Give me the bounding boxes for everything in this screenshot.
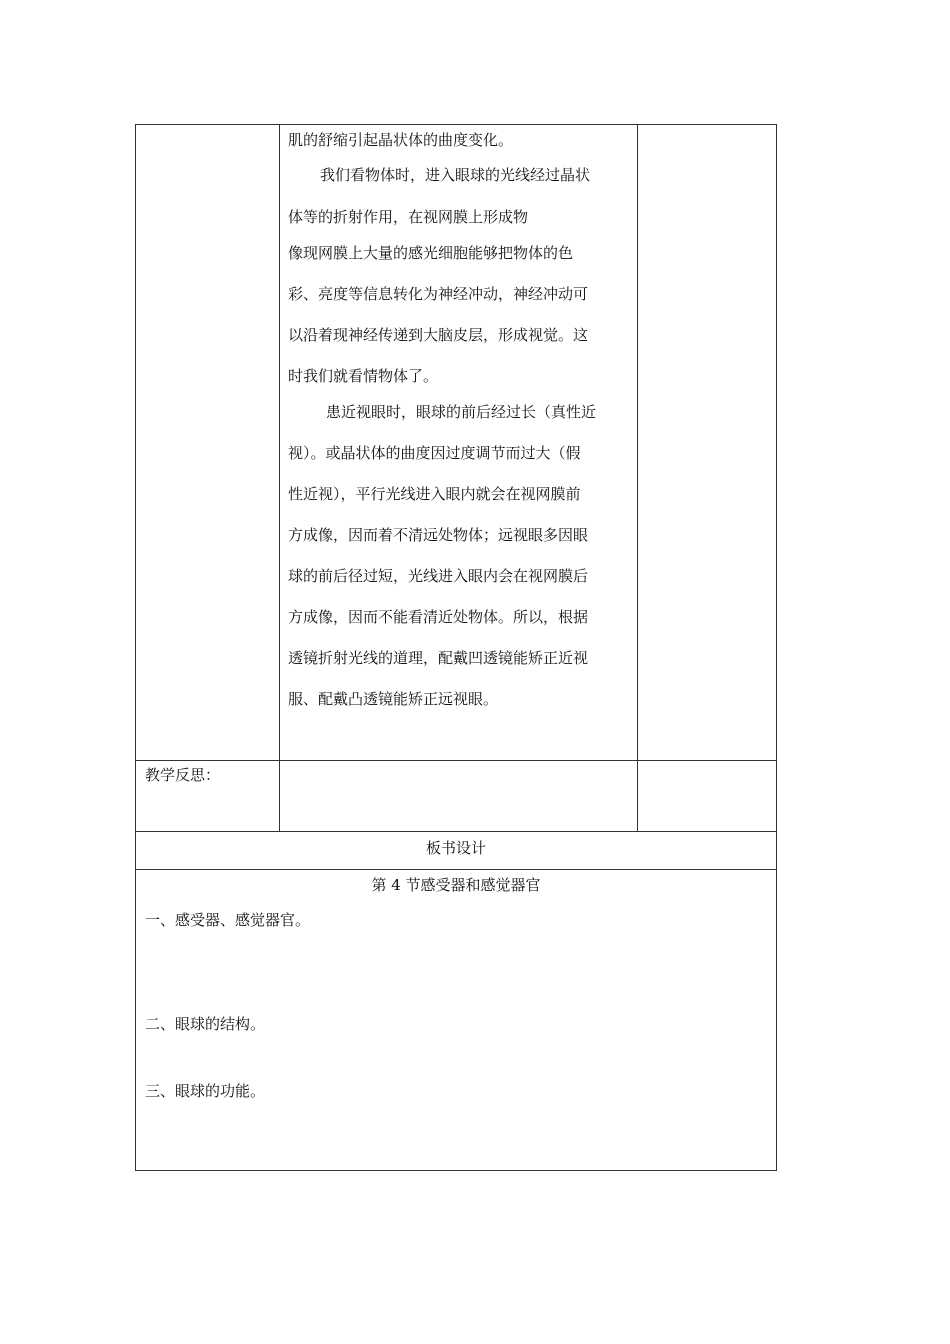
- text-line: 彩、亮度等信息转化为神经冲动，神经冲动可: [288, 285, 589, 303]
- main-cell-text: [288, 124, 633, 760]
- board-title: 第 4 节感受器和感觉器官: [371, 876, 541, 894]
- row-divider-board-content: [135, 869, 777, 870]
- row-divider-reflection: [135, 760, 777, 761]
- text-line: 方成像，因而不能看清近处物体。所以，根据: [288, 608, 589, 626]
- table-right-border: [776, 124, 777, 1171]
- text-line: 性近视），平行光线进入眼内就会在视网膜前: [288, 485, 581, 503]
- board-item-2: 二、眼球的结构。: [145, 1015, 266, 1033]
- text-line: 透镜折射光线的道理，配戴凹透镜能矫正近视: [288, 649, 589, 667]
- text-line: 时我们就看情物体了。: [288, 367, 439, 385]
- column-divider-1: [279, 124, 280, 832]
- text-line: 方成像，因而着不清远处物体；远视眼多因眼: [288, 526, 589, 544]
- text-line: 体等的折射作用，在视网膜上形成物: [288, 208, 529, 226]
- board-item-3: 三、眼球的功能。: [145, 1082, 266, 1100]
- text-line: 像现网膜上大量的感光细胞能够把物体的色: [288, 244, 574, 262]
- reflection-label: 教学反思：: [145, 766, 221, 784]
- text-line: 我们看物体时，进入眼球的光线经过晶状: [320, 166, 591, 184]
- board-item-1: 一、感受器、感觉器官。: [145, 911, 311, 929]
- board-header: 板书设计: [425, 839, 486, 857]
- row-divider-board-header: [135, 831, 777, 832]
- table-bottom-border: [135, 1170, 777, 1171]
- text-line: 服、配戴凸透镜能矫正远视眼。: [288, 690, 499, 708]
- column-divider-2: [637, 124, 638, 832]
- text-line: 球的前后径过短，光线进入眼内会在视网膜后: [288, 567, 589, 585]
- text-line: 肌的舒缩引起晶状体的曲度变化。: [288, 131, 514, 149]
- text-line: 患近视眼时，眼球的前后经过长（真性近: [326, 403, 597, 421]
- table-left-border: [135, 124, 136, 1171]
- text-line: 视）。或晶状体的曲度因过度调节而过大（假: [288, 444, 581, 462]
- text-line: 以沿着现神经传递到大脑皮层，形成视觉。这: [288, 326, 589, 344]
